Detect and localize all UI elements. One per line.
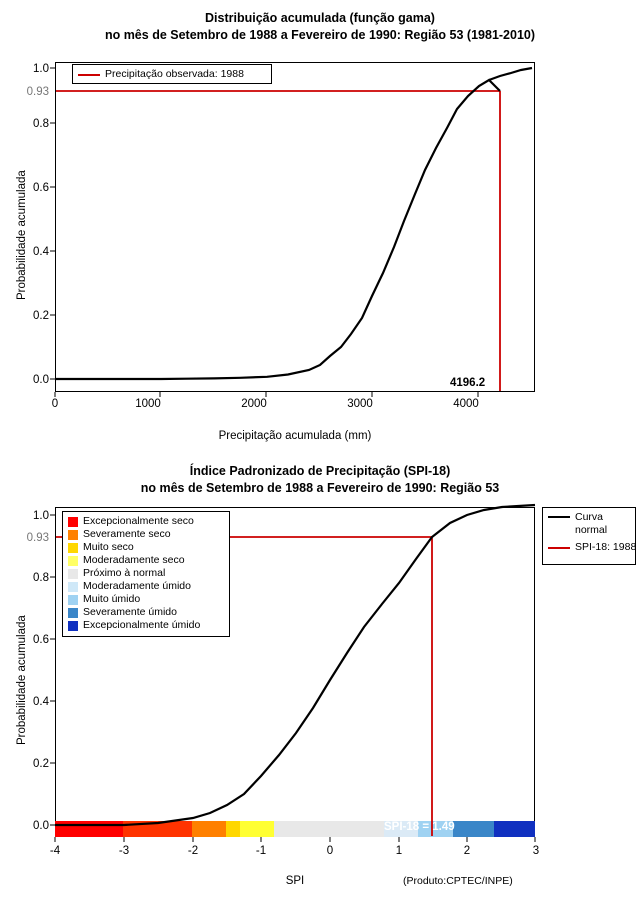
spi-panel [0, 455, 640, 900]
top-xtick-2: 2000 [241, 398, 267, 410]
bottom-ytick-1: 0.2 [33, 758, 49, 770]
top-legend-row-observed [78, 68, 266, 81]
swatch-icon [68, 517, 78, 527]
legend-label: Excepcionalmente seco [83, 515, 194, 527]
bottom-highlight-prob-label: 0.93 [26, 532, 49, 544]
legend-item-muito-umido [68, 593, 224, 606]
top-ytick-2: 0.4 [33, 246, 49, 258]
bottom-title-line2: no mês de Setembro de 1988 a Fevereiro de 1990: Região 53 [140, 481, 500, 495]
bottom-xtick-3: -1 [255, 845, 267, 857]
curve-legend-label-spi: SPI-18: 1988 [575, 541, 637, 553]
swatch-icon [68, 621, 78, 631]
top-xtick-3: 3000 [347, 398, 373, 410]
legend-label: Severamente seco [83, 528, 171, 540]
bottom-xtick-7: 3 [532, 845, 540, 857]
top-xtick-4: 4000 [453, 398, 479, 410]
top-highlight-prob-label: 0.93 [26, 86, 49, 98]
top-highlight-lines [56, 91, 500, 391]
top-ytick-1: 0.2 [33, 310, 49, 322]
legend-label: Severamente úmido [83, 606, 177, 618]
bottom-ytick-5: 1.0 [33, 510, 49, 522]
top-title-line1: Distribuição acumulada (função gama) [205, 11, 435, 25]
top-ytick-3: 0.6 [33, 182, 49, 194]
top-gamma-curve-tail [489, 68, 532, 80]
curve-legend-label-normal [575, 511, 607, 537]
legend-item-severamente-umido [68, 606, 224, 619]
legend-label: Muito úmido [83, 593, 141, 605]
legend-label: Próximo à normal [83, 567, 166, 579]
bottom-xtick-5: 1 [395, 845, 403, 857]
legend-item-excepcionalmente-seco [68, 515, 224, 528]
bottom-xtick-2: -2 [187, 845, 199, 857]
top-y-axis-label: Probabilidade acumulada [16, 170, 28, 300]
top-ytick-4: 0.8 [33, 118, 49, 130]
bottom-title-line1: Índice Padronizado de Precipitação (SPI-18) [189, 464, 451, 478]
bottom-ytick-4: 0.8 [33, 572, 49, 584]
curve-legend-row-normal [548, 511, 630, 537]
legend-item-severamente-seco [68, 528, 224, 541]
bottom-ytick-0: 0.0 [33, 820, 49, 832]
bottom-x-axis-label: SPI [285, 875, 305, 887]
produto-credit: (Produto:CPTEC/INPE) [403, 875, 513, 887]
top-xtick-1: 1000 [135, 398, 161, 410]
legend-label: Moderadamente úmido [83, 580, 191, 592]
bottom-xtick-6: 2 [463, 845, 471, 857]
bottom-ytick-2: 0.4 [33, 696, 49, 708]
swatch-icon [68, 582, 78, 592]
bottom-xtick-4: 0 [326, 845, 334, 857]
legend-label: Moderadamente seco [83, 554, 185, 566]
legend-item-proximo-a-normal [68, 567, 224, 580]
legend-item-moderadamente-seco [68, 554, 224, 567]
bottom-xtick-1: -3 [118, 845, 130, 857]
swatch-icon [68, 530, 78, 540]
bottom-y-axis-label: Probabilidade acumulada [16, 615, 28, 745]
legend-item-muito-seco [68, 541, 224, 554]
top-legend-label: Precipitação observada: 1988 [105, 68, 244, 80]
top-gamma-curve [55, 80, 500, 379]
spi-value-label: SPI-18 = 1.49 [384, 821, 455, 833]
swatch-icon [68, 569, 78, 579]
legend-item-moderadamente-umido [68, 580, 224, 593]
curve-legend-label-normal-l1: Curva [575, 511, 604, 523]
top-xtick-0: 0 [51, 398, 59, 410]
black-line-icon [548, 516, 570, 518]
spi-category-legend [62, 511, 230, 637]
legend-item-excepcionalmente-umido [68, 619, 224, 632]
top-ytick-0: 0.0 [33, 374, 49, 386]
red-line-icon [548, 547, 570, 549]
swatch-icon [68, 543, 78, 553]
top-ytick-5: 1.0 [33, 63, 49, 75]
red-line-icon [78, 74, 100, 76]
top-observed-value-label: 4196.2 [450, 377, 486, 389]
swatch-icon [68, 608, 78, 618]
curve-legend-label-normal-l2: normal [575, 524, 608, 536]
curve-legend-row-spi [548, 541, 637, 554]
swatch-icon [68, 595, 78, 605]
bottom-xtick-0: -4 [49, 845, 61, 857]
bottom-ytick-3: 0.6 [33, 634, 49, 646]
top-x-axis-label: Precipitação acumulada (mm) [218, 430, 372, 442]
top-legend [72, 64, 272, 84]
spi-curve-legend [542, 507, 636, 565]
legend-label: Muito seco [83, 541, 134, 553]
legend-label: Excepcionalmente úmido [83, 619, 201, 631]
top-title-line2: no mês de Setembro de 1988 a Fevereiro de 1990: Região 53 (1981-2010) [104, 28, 536, 42]
swatch-icon [68, 556, 78, 566]
